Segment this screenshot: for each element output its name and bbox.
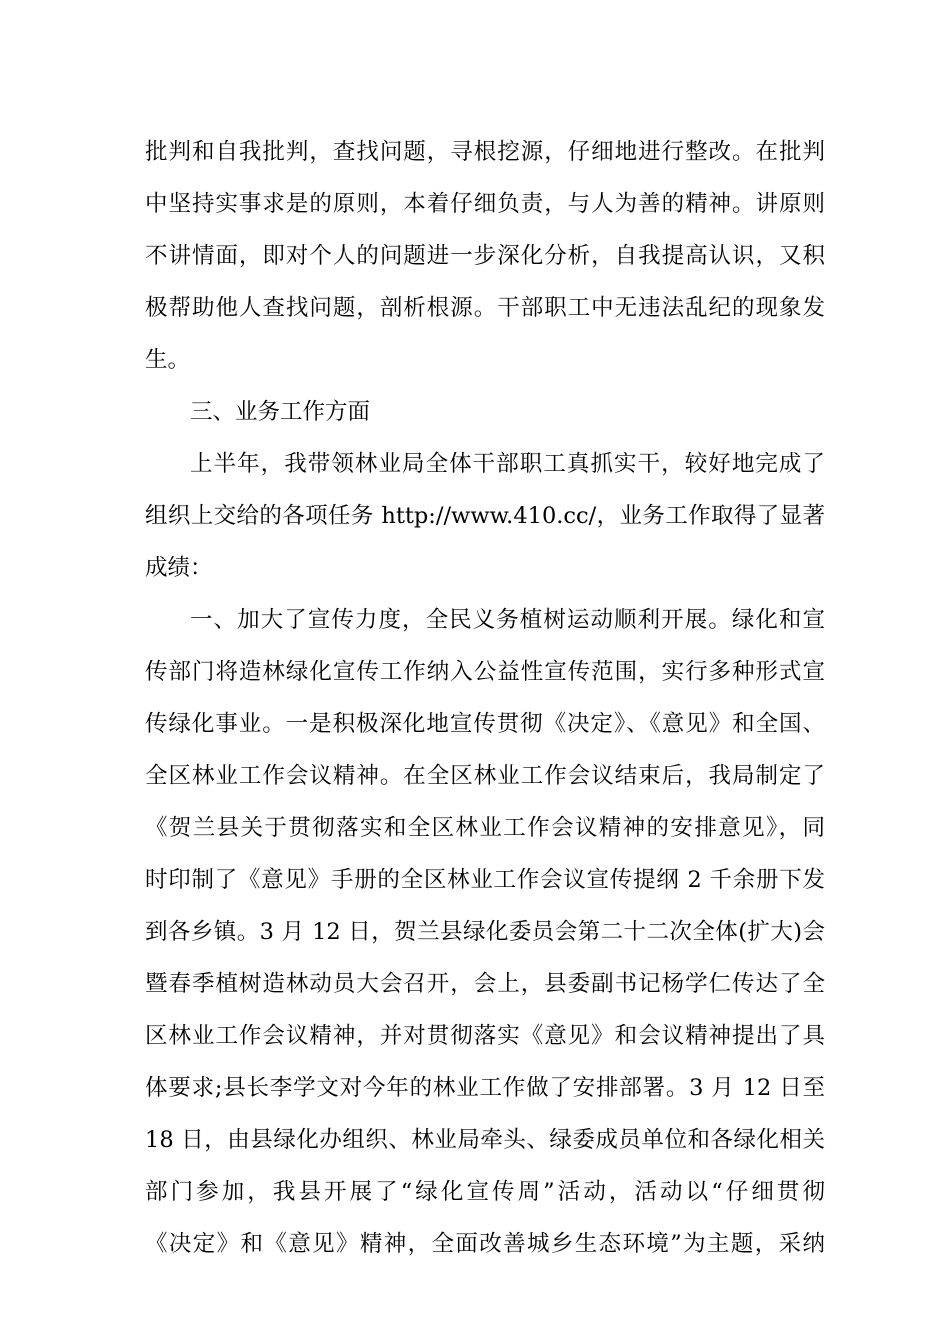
section-heading: 三、业务工作方面: [190, 399, 371, 425]
text-line: 时印制了《意见》手册的全区林业工作会议宣传提纲 2 千余册下发: [145, 867, 825, 893]
text-line: 《决定》和《意见》精神，全面改善城乡生态环境”为主题，采纳: [145, 1231, 825, 1257]
text-line: 极帮助他人查找问题，剖析根源。干部职工中无违法乱纪的现象发: [145, 295, 825, 321]
text-line: 批判和自我批判，查找问题，寻根挖源，仔细地进行整改。在批判: [145, 139, 825, 165]
text-line: 暨春季植树造林动员大会召开，会上，县委副书记杨学仁传达了全: [145, 971, 825, 997]
text-line: 18 日，由县绿化办组织、林业局牵头、绿委成员单位和各绿化相关: [145, 1127, 825, 1153]
text-line: 传部门将造林绿化宣传工作纳入公益性宣传范围，实行多种形式宣: [145, 659, 825, 685]
text-line: 部门参加，我县开展了“绿化宣传周”活动，活动以“仔细贯彻: [145, 1179, 825, 1205]
text-line: 上半年，我带领林业局全体干部职工真抓实干，较好地完成了: [190, 451, 825, 477]
text-line: 一、加大了宣传力度，全民义务植树运动顺利开展。绿化和宣: [190, 607, 825, 633]
text-line: 区林业工作会议精神，并对贯彻落实《意见》和会议精神提出了具: [145, 1023, 825, 1049]
text-line: 全区林业工作会议精神。在全区林业工作会议结束后，我局制定了: [145, 763, 825, 789]
text-line: 到各乡镇。3 月 12 日，贺兰县绿化委员会第二十二次全体(扩大)会: [145, 919, 825, 945]
body-text: [145, 126, 825, 1270]
text-line: 中坚持实事求是的原则，本着仔细负责，与人为善的精神。讲原则: [145, 191, 825, 217]
text-line: 组织上交给的各项任务 http://www.410.cc/，业务工作取得了显著: [145, 503, 825, 529]
text-line: 体要求;县长李学文对今年的林业工作做了安排部署。3 月 12 日至: [145, 1075, 825, 1101]
text-line: 《贺兰县关于贯彻落实和全区林业工作会议精神的安排意见》，同: [145, 815, 825, 841]
text-line: 生。: [145, 347, 191, 373]
text-line: 不讲情面，即对个人的问题进一步深化分析，自我提高认识，又积: [145, 243, 825, 269]
text-line: 传绿化事业。一是积极深化地宣传贯彻《决定》、《意见》和全国、: [145, 711, 825, 737]
text-line: 成绩：: [145, 555, 213, 581]
